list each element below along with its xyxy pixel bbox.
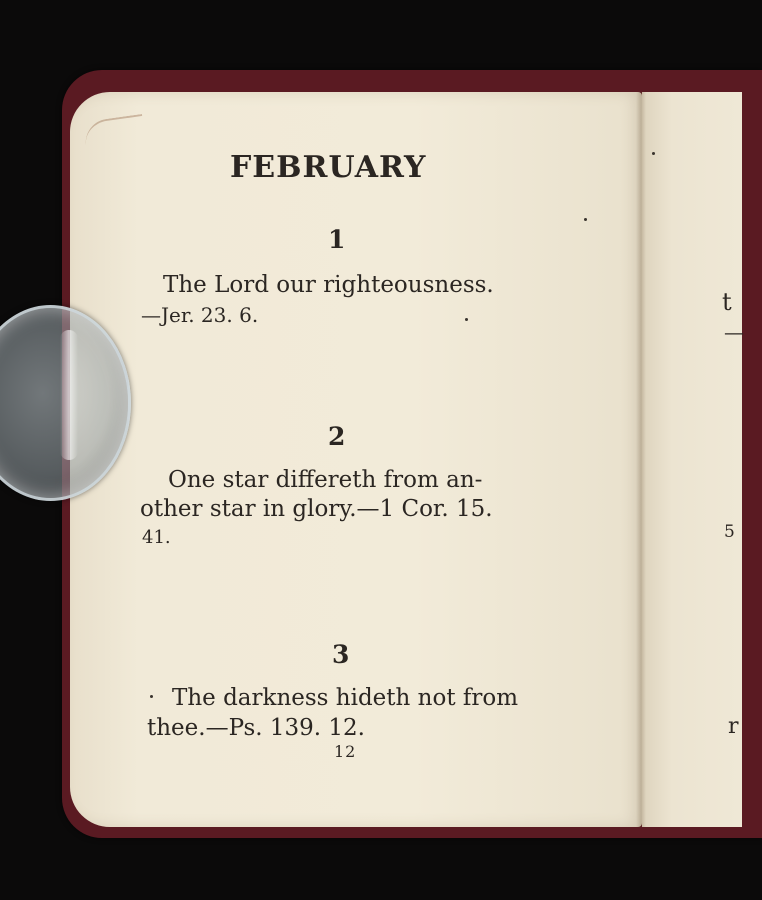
paper-speck <box>465 318 468 321</box>
verse-text: 41. <box>142 527 171 548</box>
paper-speck <box>150 695 153 698</box>
paper-speck <box>652 152 655 155</box>
facing-page-fragment: r <box>728 714 739 739</box>
verse-reference: —Jer. 23. 6. <box>141 303 259 327</box>
month-heading: FEBRUARY <box>230 150 427 185</box>
right-page <box>642 92 742 827</box>
verse-text: The darkness hideth not from <box>172 685 519 711</box>
page-number: 12 <box>334 742 357 761</box>
verse-text: The Lord our righteousness. <box>163 272 494 298</box>
facing-page-fragment: 5 <box>724 522 735 542</box>
facing-page-fragment: t <box>722 288 732 316</box>
paper-speck <box>584 218 587 221</box>
page-gutter <box>636 92 646 827</box>
verse-text: thee.—Ps. 139. 12. <box>147 715 365 741</box>
day-number: 1 <box>328 225 346 254</box>
facing-page-fragment: — <box>724 320 744 344</box>
day-number: 2 <box>328 422 346 451</box>
day-number: 3 <box>332 640 350 669</box>
verse-text: One star differeth from an- <box>168 467 483 493</box>
lens-glint <box>60 330 78 460</box>
verse-text: other star in glory.—1 Cor. 15. <box>140 496 493 522</box>
